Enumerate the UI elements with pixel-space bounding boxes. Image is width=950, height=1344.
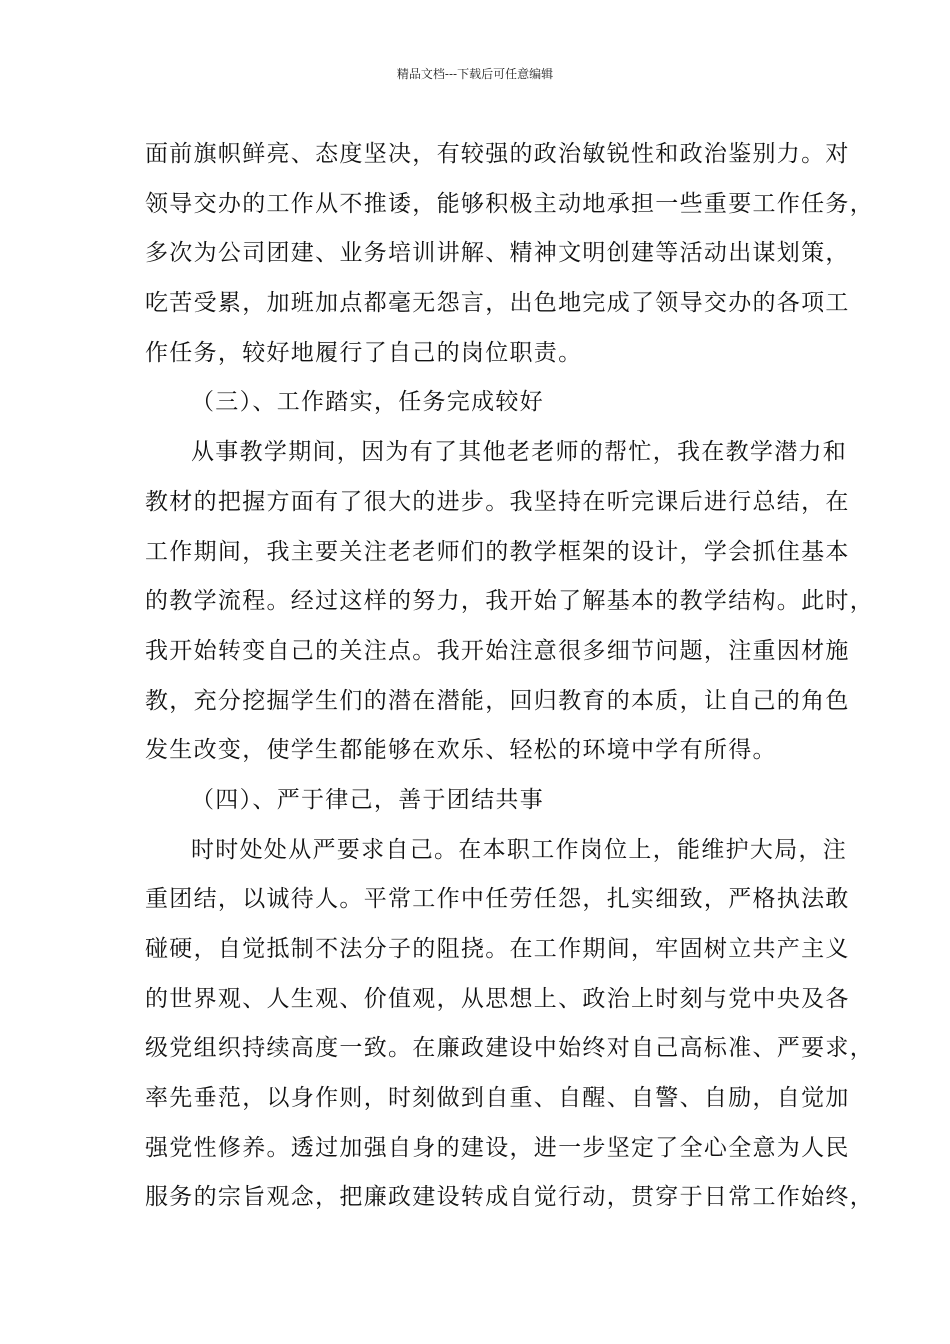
body-line: 强党性修养。透过加强自身的建设，进一步坚定了全心全意为人民	[145, 1134, 850, 1161]
body-line: 吃苦受累，加班加点都毫无怨言，出色地完成了领导交办的各项工	[145, 290, 850, 317]
body-line: 的世界观、人生观、价值观，从思想上、政治上时刻与党中央及各	[145, 985, 850, 1012]
body-line: 多次为公司团建、业务培训讲解、精神文明创建等活动出谋划策，	[145, 240, 850, 267]
section-heading-3: （三）、工作踏实，任务完成较好	[191, 389, 544, 416]
page-header: 精品文档---下载后可任意编辑	[396, 67, 554, 81]
body-line: 我开始转变自己的关注点。我开始注意很多细节问题，注重因材施	[145, 637, 850, 664]
body-line: 时时处处从严要求自己。在本职工作岗位上，能维护大局，注	[191, 836, 848, 863]
body-line: 教，充分挖掘学生们的潜在潜能，回归教育的本质，让自己的角色	[145, 687, 850, 714]
body-line: 级党组织持续高度一致。在廉政建设中始终对自己高标准、严要求，	[145, 1035, 874, 1062]
body-line: 发生改变，使学生都能够在欢乐、轻松的环境中学有所得。	[145, 737, 777, 764]
document-body	[145, 130, 874, 1223]
body-line: 碰硬，自觉抵制不法分子的阻挠。在工作期间，牢固树立共产主义	[145, 936, 850, 962]
body-line: 从事教学期间，因为有了其他老老师的帮忙，我在教学潜力和	[191, 439, 848, 466]
body-line: 教材的把握方面有了很大的进步。我坚持在听完课后进行总结，在	[145, 488, 850, 515]
body-line: 面前旗帜鲜亮、态度坚决，有较强的政治敏锐性和政治鉴别力。对	[145, 141, 850, 167]
body-line: 作任务，较好地履行了自己的岗位职责。	[145, 339, 583, 366]
body-line: 率先垂范，以身作则，时刻做到自重、自醒、自警、自励，自觉加	[145, 1085, 850, 1112]
section-heading-4: （四）、严于律己，善于团结共事	[191, 786, 544, 813]
body-line: 领导交办的工作从不推诿，能够积极主动地承担一些重要工作任务，	[145, 190, 874, 217]
body-line: 重团结，以诚待人。平常工作中任劳任怨，扎实细致，严格执法敢	[145, 886, 850, 913]
body-line: 的教学流程。经过这样的努力，我开始了解基本的教学结构。此时，	[145, 588, 874, 615]
body-line: 服务的宗旨观念，把廉政建设转成自觉行动，贯穿于日常工作始终，	[145, 1184, 874, 1211]
body-line: 工作期间，我主要关注老老师们的教学框架的设计，学会抓住基本	[145, 538, 850, 565]
